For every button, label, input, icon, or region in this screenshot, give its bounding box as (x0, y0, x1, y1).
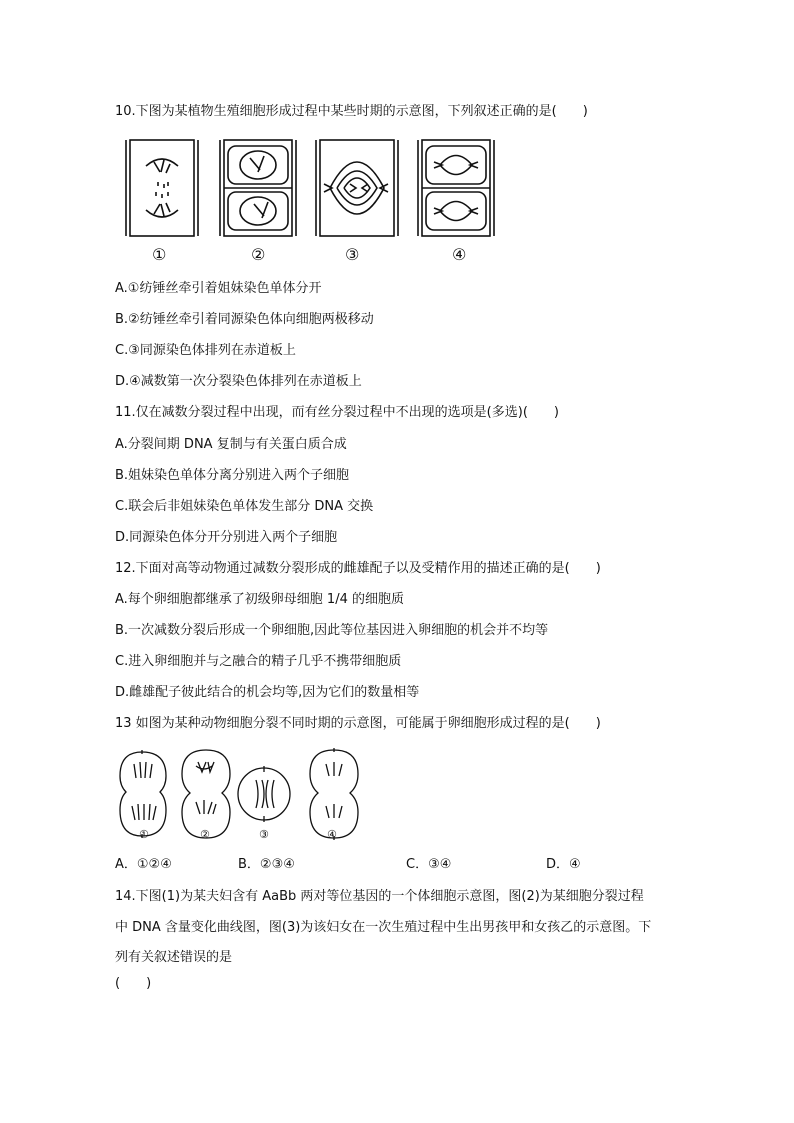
q12-stem: 12.下面对高等动物通过减数分裂形成的雌雄配子以及受精作用的描述正确的是( ) (115, 561, 601, 576)
q10-fig-label-3: ③ (345, 245, 360, 264)
q11-stem: 11.仅在减数分裂过程中出现，而有丝分裂过程中不出现的选项是(多选)( ) (115, 405, 559, 420)
q14-line-4: ( ) (115, 976, 152, 991)
q10-stem: 10.下图为某植物生殖细胞形成过程中某些时期的示意图，下列叙述正确的是( ) (115, 104, 588, 119)
q12-option-b: B.一次减数分裂后形成一个卵细胞,因此等位基因进入卵细胞的机会并不均等 (115, 623, 549, 638)
q13-option-c: C．③④ (406, 857, 452, 872)
q11-option-d: D.同源染色体分开分别进入两个子细胞 (115, 530, 338, 545)
q14-line-2: 中 DNA 含量变化曲线图，图(3)为该妇女在一次生殖过程中生出男孩甲和女孩乙的示意图。下 (115, 920, 652, 935)
q10-figure (124, 136, 499, 266)
q13-fig-label-2: ② (200, 828, 210, 841)
q12-option-a: A.每个卵细胞都继承了初级卵母细胞 1/4 的细胞质 (115, 592, 404, 607)
q13-fig-label-4: ④ (327, 828, 337, 841)
q13-fig-label-1: ① (139, 828, 149, 841)
q14-line-1: 14.下图(1)为某夫妇含有 AaBb 两对等位基因的一个体细胞示意图，图(2)为某细胞分裂过程 (115, 889, 644, 904)
q13-option-d: D．④ (546, 857, 581, 872)
q11-option-a: A.分裂间期 DNA 复制与有关蛋白质合成 (115, 437, 347, 452)
q12-option-d: D.雌雄配子彼此结合的机会均等,因为它们的数量相等 (115, 685, 420, 700)
q10-fig-label-1: ① (152, 245, 167, 264)
q10-option-c: C.③同源染色体排列在赤道板上 (115, 343, 296, 358)
q14-line-3: 列有关叙述错误的是 (115, 950, 233, 965)
q13-figure (112, 746, 362, 846)
q11-option-b: B.姐妹染色单体分离分别进入两个子细胞 (115, 468, 350, 483)
q12-option-c: C.进入卵细胞并与之融合的精子几乎不携带细胞质 (115, 654, 402, 669)
q10-option-d: D.④减数第一次分裂染色体排列在赤道板上 (115, 374, 362, 389)
q13-fig-label-3: ③ (259, 828, 269, 841)
q13-stem: 13 如图为某种动物细胞分裂不同时期的示意图，可能属于卵细胞形成过程的是( ) (115, 716, 601, 731)
q10-option-b: B.②纺锤丝牵引着同源染色体向细胞两极移动 (115, 312, 374, 327)
q13-option-a: A．①②④ (115, 857, 172, 872)
q10-fig-label-2: ② (251, 245, 266, 264)
q10-option-a: A.①纺锤丝牵引着姐妹染色单体分开 (115, 281, 322, 296)
q13-option-b: B．②③④ (238, 857, 295, 872)
q11-option-c: C.联会后非姐妹染色单体发生部分 DNA 交换 (115, 499, 374, 514)
q10-fig-label-4: ④ (452, 245, 467, 264)
